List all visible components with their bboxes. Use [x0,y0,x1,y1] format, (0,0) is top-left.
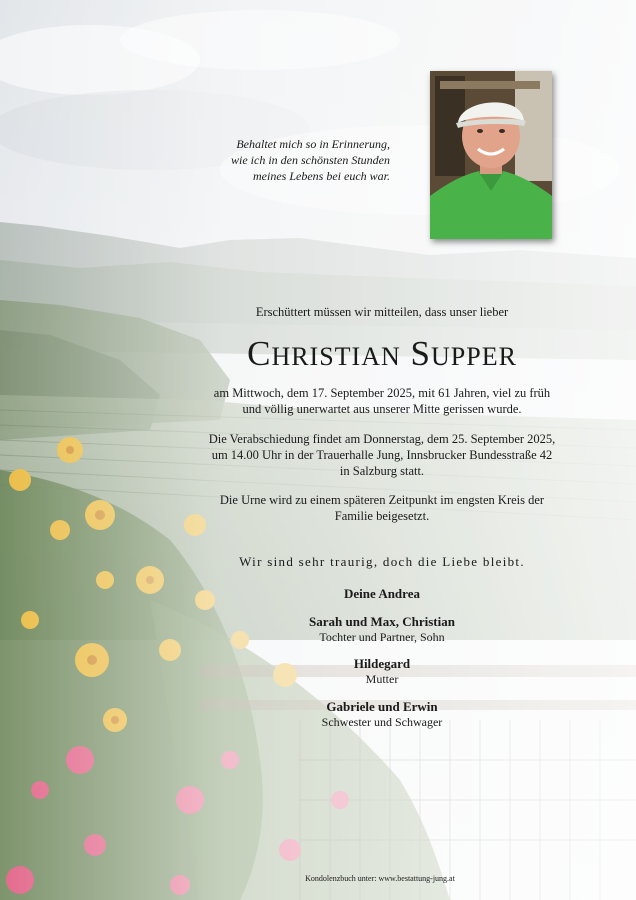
farewell-line: in Salzburg statt. [339,464,425,478]
mourner-relation: Tochter und Partner, Sohn [319,630,445,644]
condolence-link[interactable]: www.bestattung-jung.at [378,874,455,883]
portrait-illustration [430,71,552,239]
mourner-relation: Mutter [365,672,399,686]
name-initial: S [410,334,431,373]
name-rest: HRISTIAN [271,342,401,371]
passing-line: und völlig unerwartet aus unserer Mitte gerissen wurde. [242,402,522,416]
condolence-footer [200,874,560,883]
farewell-line: um 14.00 Uhr in der Trauerhalle Jung, Innsbrucker Bundesstraße 42 [211,448,553,462]
mourner-relation: Schwester und Schwager [321,715,443,729]
passing-notice [182,385,582,417]
memorial-quote [190,136,390,184]
name-rest: UPPER [431,342,517,371]
condolence-label: Kondolenzbuch unter: [305,874,379,883]
deceased-name [182,334,582,377]
portrait-photo [430,71,552,239]
farewell-notice [182,431,582,479]
mourner-name: Deine Andrea [344,586,420,601]
mourner-name: Sarah und Max, Christian [309,614,455,629]
name-initial: C [247,334,272,373]
farewell-line: Die Verabschiedung findet am Donnerstag, dem 25. September 2025, [208,432,556,446]
urn-line: Familie beigesetzt. [334,509,430,523]
urn-notice [182,492,582,524]
urn-line: Die Urne wird zu einem späteren Zeitpunkt im engsten Kreis der [219,493,545,507]
motto: Wir sind sehr traurig, doch die Liebe bleibt. [239,554,525,569]
quote-line: meines Lebens bei euch war. [253,169,390,183]
mourner-name: Gabriele und Erwin [326,699,438,714]
passing-line: am Mittwoch, dem 17. September 2025, mit 61 Jahren, viel zu früh [213,386,551,400]
quote-line: wie ich in den schönsten Stunden [231,153,390,167]
intro-text: Erschüttert müssen wir mitteilen, dass unser lieber [255,305,509,319]
mourner-name: Hildegard [353,656,411,671]
quote-line: Behaltet mich so in Erinnerung, [236,137,390,151]
